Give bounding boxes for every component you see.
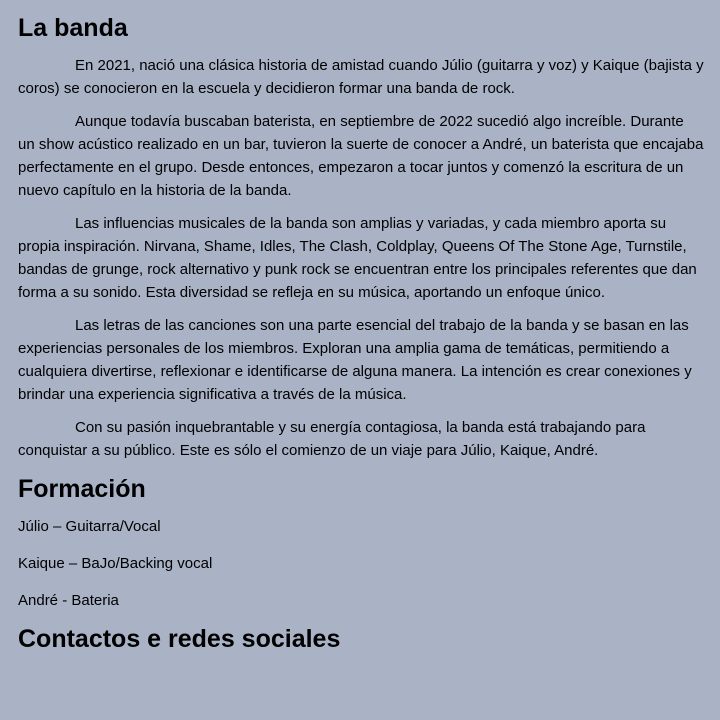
lineup-list xyxy=(18,515,704,612)
lineup-member-julio: Júlio – Guitarra/Vocal xyxy=(18,518,161,535)
band-paragraph-3: Las influencias musicales de la banda son amplias y variadas, y cada miembro aporta su propia inspiración. Nirvana, Shame, Idles, The Clash, Coldplay, Queens Of The Stone Age, Turnstile, bandas de grunge, rock alternativo y punk rock se encuentran entre los principales referentes que dan forma a su sonido. Esta diversidad se refleja en su música, aportando un enfoque único. xyxy=(18,215,697,301)
band-paragraph-5: Con su pasión inquebrantable y su energía contagiosa, la banda está trabajando para conquistar a su público. Este es sólo el comienzo de un viaje para Júlio, Kaique, André. xyxy=(18,419,646,459)
band-paragraph-2: Aunque todavía buscaban baterista, en septiembre de 2022 sucedió algo increíble. Durante un show acústico realizado en un bar, tuvieron la suerte de conocer a André, un baterista que encajaba perfectamente en el grupo. Desde entonces, empezaron a tocar juntos y comenzó la escritura de un nuevo capítulo en la historia de la banda. xyxy=(18,113,704,199)
contacts-heading: Contactos e redes sociales xyxy=(18,625,341,653)
lineup-member-kaique: Kaique – BaJo/Backing vocal xyxy=(18,555,213,572)
lineup-member-andre: André - Bateria xyxy=(18,592,119,609)
band-paragraph-1: En 2021, nació una clásica historia de amistad cuando Júlio (guitarra y voz) y Kaique (bajista y coros) se conocieron en la escuela y decidieron formar una banda de rock. xyxy=(18,57,704,97)
band-paragraph-4: Las letras de las canciones son una parte esencial del trabajo de la banda y se basan en las experiencias personales de los miembros. Exploran una amplia gama de temáticas, permitiendo a cualquiera divertirse, reflexionar e identificarse de alguna manera. La intención es crear conexiones y brindar una experiencia significativa a través de la música. xyxy=(18,317,692,403)
lineup-heading: Formación xyxy=(18,475,146,503)
band-heading: La banda xyxy=(18,14,128,42)
